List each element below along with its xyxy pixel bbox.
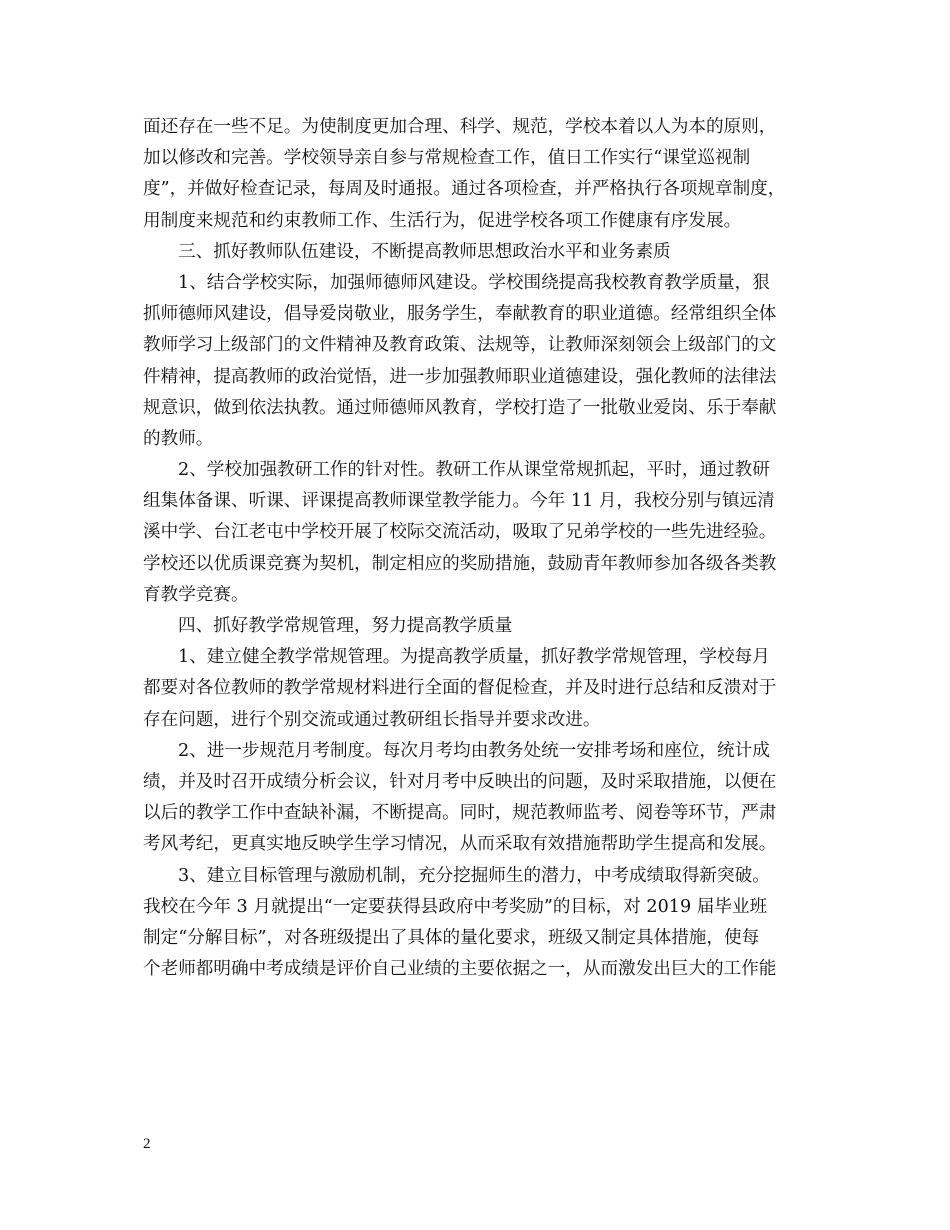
text-line: 学校还以优质课竞赛为契机，制定相应的奖励措施，鼓励青年教师参加各级各类教 (143, 553, 777, 574)
text-line: 度”，并做好检查记录，每周及时通报。通过各项检查，并严格执行各项规章制度， (143, 179, 786, 200)
text-line: 都要对各位教师的教学常规材料进行全面的督促检查，并及时进行总结和反溃对于 (143, 678, 777, 699)
text-line: 加以修改和完善。学校领导亲自参与常规检查工作，值日工作实行“课堂巡视制 (143, 148, 751, 169)
text-line: 绩，并及时召开成绩分析会议，针对月考中反映出的问题，及时采取措施，以便在 (143, 771, 777, 792)
text-line: 以后的教学工作中查缺补漏，不断提高。同时，规范教师监考、阅卷等环节，严肃 (143, 803, 777, 824)
text-line: 组集体备课、听课、评课提高教师课堂教学能力。今年 11 月，我校分别与镇远清 (143, 491, 775, 512)
text-line: 个老师都明确中考成绩是评价自己业绩的主要依据之一，从而激发出巨大的工作能 (143, 959, 777, 980)
text-line: 抓师德师风建设，倡导爱岗敬业，服务学生，奉献教育的职业道德。经常组织全体 (143, 304, 777, 325)
text-line: 教师学习上级部门的文件精神及教育政策、法规等，让教师深刻领会上级部门的文 (143, 335, 777, 356)
text-line: 2、进一步规范月考制度。每次月考均由教务处统一安排考场和座位，统计成 (178, 740, 770, 761)
text-line: 制定“分解目标”，对各班级提出了具体的量化要求，班级又制定具体措施，使每 (143, 927, 760, 948)
text-line: 我校在今年 3 月就提出“一定要获得县政府中考奖励”的目标，对 2019 届毕业班 (143, 896, 768, 917)
text-line: 件精神，提高教师的政治觉悟，进一步加强教师职业道德建设，强化教师的法律法 (143, 366, 777, 387)
page-number: 2 (143, 1136, 151, 1152)
body-text (143, 112, 823, 985)
section-heading: 四、抓好教学常规管理，努力提高教学质量 (178, 616, 513, 636)
text-line: 3、建立目标管理与激励机制，充分挖掘师生的潜力，中考成绩取得新突破。 (178, 865, 770, 886)
text-line: 育教学竞赛。 (143, 584, 249, 605)
text-line: 面还存在一些不足。为使制度更加合理、科学、规范，学校本着以人为本的原则， (143, 117, 777, 137)
text-line: 溪中学、台江老屯中学校开展了校际交流活动，吸取了兄弟学校的一些先进经验。 (143, 522, 777, 543)
text-line: 的教师。 (143, 428, 214, 449)
text-line: 存在问题，进行个别交流或通过教研组长指导并要求改进。 (143, 709, 601, 730)
text-line: 考风考纪，更真实地反映学生学习情况，从而采取有效措施帮助学生提高和发展。 (143, 834, 777, 855)
text-line: 用制度来规范和约束教师工作、生活行为，促进学校各项工作健康有序发展。 (143, 210, 742, 231)
text-line: 2、学校加强教研工作的针对性。教研工作从课堂常规抓起，平时，通过教研 (178, 460, 770, 481)
text-line: 规意识，做到依法执教。通过师德师风教育，学校打造了一批敬业爱岗、乐于奉献 (143, 397, 777, 418)
text-line: 1、结合学校实际，加强师德师风建设。学校围绕提高我校教育教学质量，狠 (178, 272, 770, 293)
section-heading: 三、抓好教师队伍建设，不断提高教师思想政治水平和业务素质 (178, 241, 671, 262)
text-line: 1、建立健全教学常规管理。为提高教学质量，抓好教学常规管理，学校每月 (178, 647, 770, 668)
